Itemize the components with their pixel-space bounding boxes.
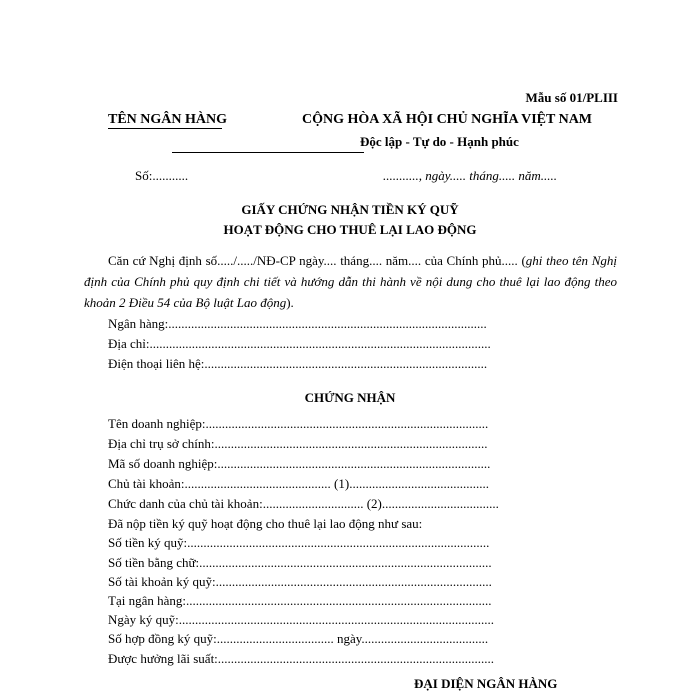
bank-name-underline [108,128,222,129]
basis-end: ). [286,295,294,310]
enterprise-code-field: Mã số doanh nghiệp:.................................................................................... [108,456,491,471]
bank-field: Ngân hàng:.................................................................................................. [108,316,487,331]
legal-basis-paragraph [84,250,617,313]
deposit-date-field: Ngày ký quỹ:................................................................................................. [108,612,495,627]
motto-divider [172,152,364,153]
date-line: ..........., ngày..... tháng..... năm..... [383,168,558,183]
deposit-statement: Đã nộp tiền ký quỹ hoạt động cho thuê lại lao động như sau: [108,516,423,531]
at-bank-field: Tại ngân hàng:.............................................................................................. [108,593,492,608]
document-number: Số:........... [135,168,189,183]
amount-in-words-field: Số tiền bằng chữ:.......................................................................................... [108,555,492,570]
contract-number-field: Số hợp đồng ký quỹ:.................................... ngày....................................... [108,631,489,646]
national-motto: Độc lập - Tự do - Hạnh phúc [360,134,519,149]
signature-title: ĐẠI DIỆN NGÂN HÀNG [414,676,558,691]
document-title-line2: HOẠT ĐỘNG CHO THUÊ LẠI LAO ĐỘNG [223,222,477,237]
basis-italic-note: ghi theo tên Nghị định của Chính phủ quy định chi tiết và hướng dẫn thi hành về nội dung cho thuê lại lao động theo khoản 2 Điều 54 của Bộ luật Lao động [84,253,617,310]
deposit-amount-field: Số tiền ký quỹ:............................................................................................. [108,535,490,550]
deposit-account-field: Số tài khoản ký quỹ:..................................................................................... [108,574,492,589]
certify-heading: CHỨNG NHẬN [304,390,396,405]
interest-rate-field: Được hưởng lãi suất:..................................................................................... [108,651,495,666]
head-office-field: Địa chỉ trụ sở chính:.................................................................................... [108,436,488,451]
bank-name-heading: TÊN NGÂN HÀNG [108,112,228,127]
phone-field: Điện thoại liên hệ:....................................................................................... [108,356,488,371]
address-field: Địa chỉ:......................................................................................................... [108,336,491,351]
form-code: Mẫu số 01/PLIII [525,90,618,105]
company-name-field: Tên doanh nghiệp:....................................................................................... [108,416,489,431]
document-title-line1: GIẤY CHỨNG NHẬN TIỀN KÝ QUỸ [241,202,459,217]
basis-text: Căn cứ Nghị định số...../...../NĐ-CP ngày.... tháng.... năm.... của Chính phủ..... ( [108,253,526,268]
holder-title-field: Chức danh của chủ tài khoản:............................... (2).................................... [108,496,499,511]
account-holder-field: Chủ tài khoản:............................................. (1)........................................... [108,476,489,491]
country-name: CỘNG HÒA XÃ HỘI CHỦ NGHĨA VIỆT NAM [302,112,593,127]
